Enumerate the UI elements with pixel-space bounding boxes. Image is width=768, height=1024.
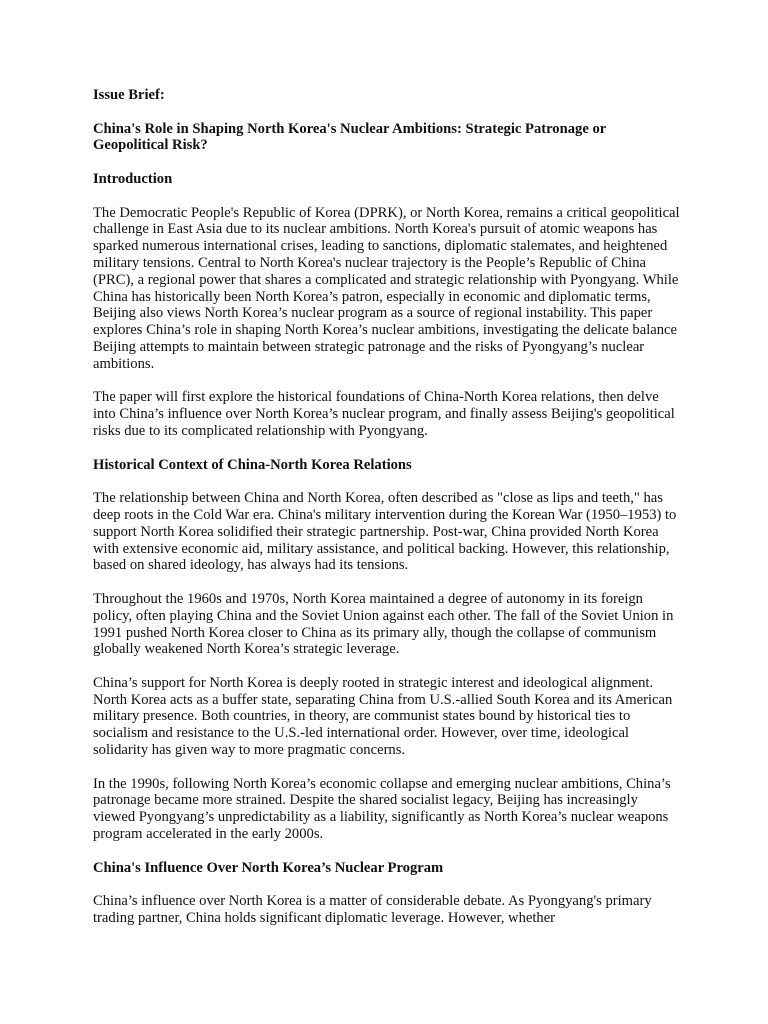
paragraph: The Democratic People's Republic of Korea (DPRK), or North Korea, remains a critical geopolitical challenge in East Asia due to its nuclear ambitions. North Korea's pursuit of atomic weapons has sparked numerous international crises, leading to sanctions, diplomatic stalemates, and heightened military tensions. Central to North Korea's nuclear trajectory is the People’s Republic of China (PRC), a regional power that shares a complicated and strategic relationship with Pyongyang. While China has historically been North Korea’s patron, especially in economic and diplomatic terms, Beijing also views North Korea’s nuclear program as a source of regional instability. This paper explores China’s role in shaping North Korea’s nuclear ambitions, investigating the delicate balance Beijing attempts to maintain between strategic patronage and the risks of Pyongyang’s nuclear ambitions.	[93, 204, 680, 372]
document-title: China's Role in Shaping North Korea's Nuclear Ambitions: Strategic Patronage or Geopolitical Risk?	[93, 120, 606, 154]
paragraph: China’s influence over North Korea is a matter of considerable debate. As Pyongyang's primary trading partner, China holds significant diplomatic leverage. However, whether	[93, 893, 652, 927]
paragraph: Throughout the 1960s and 1970s, North Korea maintained a degree of autonomy in its foreign policy, often playing China and the Soviet Union against each other. The fall of the Soviet Union in 1991 pushed North Korea closer to China as its primary ally, though the collapse of communism globally weakened North Korea’s strategic leverage.	[93, 590, 674, 658]
paragraph: China’s support for North Korea is deeply rooted in strategic interest and ideological alignment. North Korea acts as a buffer state, separating China from U.S.-allied South Korea and its American military presence. Both countries, in theory, are communist states bound by historical ties to socialism and resistance to the U.S.-led international order. However, over time, ideological solidarity has given way to more pragmatic concerns.	[93, 674, 673, 759]
paragraph: The paper will first explore the historical foundations of China-North Korea relations, then delve into China’s influence over North Korea’s nuclear program, and finally assess Beijing's geopolitical risks due to its complicated relationship with Pyongyang.	[93, 389, 675, 439]
paragraph: In the 1990s, following North Korea’s economic collapse and emerging nuclear ambitions, China’s patronage became more strained. Despite the shared socialist legacy, Beijing has increasingly viewed Pyongyang’s unpredictability as a liability, significantly as North Korea’s nuclear weapons program accelerated in the early 2000s.	[93, 775, 671, 843]
section-heading-historical-context: Historical Context of China-North Korea Relations	[93, 456, 412, 473]
document-label: Issue Brief:	[93, 87, 165, 103]
document-page	[93, 87, 681, 944]
section-heading-chinas-influence: China's Influence Over North Korea’s Nuclear Program	[93, 859, 444, 876]
paragraph: The relationship between China and North Korea, often described as "close as lips and teeth," has deep roots in the Cold War era. China's military intervention during the Korean War (1950–1953) to support North Korea solidified their strategic partnership. Post-war, China provided North Korea with extensive economic aid, military assistance, and political backing. However, this relationship, based on shared ideology, has always had its tensions.	[93, 490, 677, 574]
section-heading-introduction: Introduction	[93, 170, 173, 187]
